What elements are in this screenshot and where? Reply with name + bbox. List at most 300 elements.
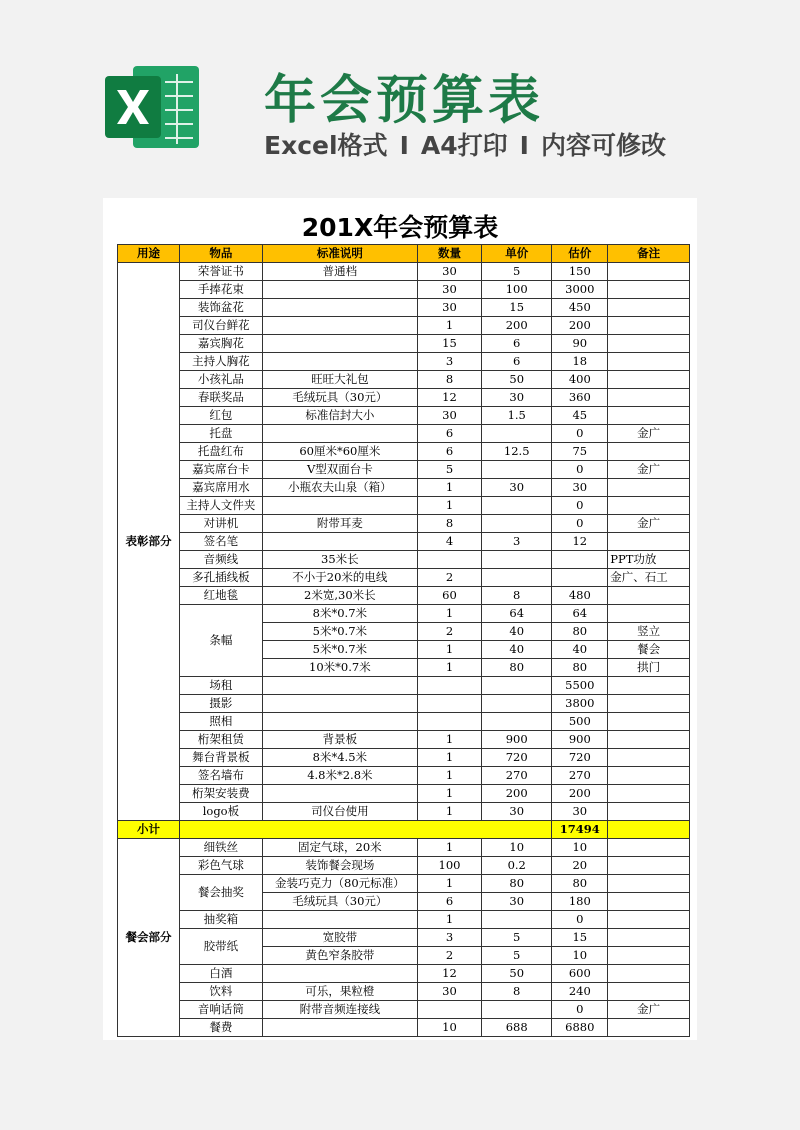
estimate-cell: 0 <box>552 911 608 929</box>
estimate-cell: 0 <box>552 461 608 479</box>
budget-table <box>117 244 690 1037</box>
qty-cell: 6 <box>417 443 481 461</box>
qty-cell <box>417 677 481 695</box>
price-cell: 8 <box>482 983 552 1001</box>
estimate-cell: 80 <box>552 623 608 641</box>
spec-cell <box>262 317 417 335</box>
table-row <box>118 479 690 497</box>
price-cell: 40 <box>482 641 552 659</box>
spec-cell: 5米*0.7米 <box>262 641 417 659</box>
spec-cell: 可乐，果粒橙 <box>262 983 417 1001</box>
spec-cell: 毛绒玩具（30元） <box>262 893 417 911</box>
note-cell: 金广 <box>608 515 690 533</box>
price-cell: 15 <box>482 299 552 317</box>
estimate-cell: 0 <box>552 515 608 533</box>
note-cell <box>608 785 690 803</box>
spec-cell: V型双面台卡 <box>262 461 417 479</box>
spec-cell: 5米*0.7米 <box>262 623 417 641</box>
qty-cell: 10 <box>417 1019 481 1037</box>
estimate-cell: 15 <box>552 929 608 947</box>
spec-cell: 8米*0.7米 <box>262 605 417 623</box>
qty-cell: 12 <box>417 965 481 983</box>
subtitle-format: Excel格式 <box>264 131 388 160</box>
item-cell: 场租 <box>180 677 263 695</box>
estimate-cell: 450 <box>552 299 608 317</box>
item-cell: 主持人胸花 <box>180 353 263 371</box>
price-cell: 6 <box>482 335 552 353</box>
item-cell: 对讲机 <box>180 515 263 533</box>
column-header: 物品 <box>180 245 263 263</box>
item-cell: 舞台背景板 <box>180 749 263 767</box>
qty-cell <box>417 1001 481 1019</box>
price-cell: 30 <box>482 479 552 497</box>
qty-cell: 2 <box>417 569 481 587</box>
estimate-cell: 30 <box>552 803 608 821</box>
column-header: 单价 <box>482 245 552 263</box>
price-cell: 5 <box>482 947 552 965</box>
estimate-cell: 45 <box>552 407 608 425</box>
qty-cell: 2 <box>417 623 481 641</box>
estimate-cell: 3800 <box>552 695 608 713</box>
table-row <box>118 371 690 389</box>
table-row <box>118 263 690 281</box>
price-cell: 0.2 <box>482 857 552 875</box>
item-cell: 音频线 <box>180 551 263 569</box>
item-cell: 托盘 <box>180 425 263 443</box>
qty-cell: 100 <box>417 857 481 875</box>
category-cell: 餐会部分 <box>118 839 180 1037</box>
estimate-cell: 6880 <box>552 1019 608 1037</box>
note-cell <box>608 353 690 371</box>
table-row <box>118 965 690 983</box>
note-cell <box>608 587 690 605</box>
estimate-cell: 40 <box>552 641 608 659</box>
qty-cell: 1 <box>417 911 481 929</box>
estimate-cell: 18 <box>552 353 608 371</box>
qty-cell: 1 <box>417 731 481 749</box>
qty-cell: 4 <box>417 533 481 551</box>
price-cell: 30 <box>482 893 552 911</box>
price-cell: 3 <box>482 533 552 551</box>
estimate-cell: 0 <box>552 1001 608 1019</box>
item-cell: 白酒 <box>180 965 263 983</box>
price-cell: 6 <box>482 353 552 371</box>
note-cell <box>608 677 690 695</box>
note-cell <box>608 911 690 929</box>
column-header: 备注 <box>608 245 690 263</box>
spec-cell: 不小于20米的电线 <box>262 569 417 587</box>
separator: I <box>399 131 409 160</box>
qty-cell: 30 <box>417 407 481 425</box>
table-row <box>118 749 690 767</box>
spec-cell: 35米长 <box>262 551 417 569</box>
note-cell: PPT功放 <box>608 551 690 569</box>
estimate-cell: 12 <box>552 533 608 551</box>
spec-cell <box>262 911 417 929</box>
table-row <box>118 587 690 605</box>
spec-cell: 10米*0.7米 <box>262 659 417 677</box>
qty-cell: 1 <box>417 803 481 821</box>
item-cell: 多孔插线板 <box>180 569 263 587</box>
spec-cell <box>262 281 417 299</box>
table-row <box>118 857 690 875</box>
note-cell <box>608 605 690 623</box>
table-row <box>118 785 690 803</box>
note-cell: 竖立 <box>608 623 690 641</box>
price-cell: 12.5 <box>482 443 552 461</box>
note-cell <box>608 947 690 965</box>
qty-cell: 8 <box>417 515 481 533</box>
table-header-row <box>118 245 690 263</box>
note-cell <box>608 407 690 425</box>
item-cell: 红包 <box>180 407 263 425</box>
estimate-cell: 20 <box>552 857 608 875</box>
table-row <box>118 443 690 461</box>
note-cell <box>608 767 690 785</box>
estimate-cell: 0 <box>552 497 608 515</box>
estimate-cell: 360 <box>552 389 608 407</box>
table-row <box>118 677 690 695</box>
item-cell: 签名笔 <box>180 533 263 551</box>
estimate-cell: 270 <box>552 767 608 785</box>
qty-cell: 30 <box>417 263 481 281</box>
separator: I <box>519 131 529 160</box>
spec-cell: 黄色窄条胶带 <box>262 947 417 965</box>
price-cell: 30 <box>482 389 552 407</box>
qty-cell: 12 <box>417 389 481 407</box>
note-cell <box>608 965 690 983</box>
item-cell: 餐会抽奖 <box>180 875 263 911</box>
qty-cell: 1 <box>417 839 481 857</box>
table-row <box>118 713 690 731</box>
note-cell <box>608 929 690 947</box>
spec-cell <box>262 533 417 551</box>
item-cell: 胶带纸 <box>180 929 263 965</box>
estimate-cell: 5500 <box>552 677 608 695</box>
column-header: 估价 <box>552 245 608 263</box>
subtotal-blank <box>180 821 552 839</box>
table-row <box>118 605 690 623</box>
qty-cell <box>417 713 481 731</box>
item-cell: 小孩礼品 <box>180 371 263 389</box>
spec-cell: 附带音频连接线 <box>262 1001 417 1019</box>
item-cell: logo板 <box>180 803 263 821</box>
note-cell <box>608 263 690 281</box>
subtitle-print: A4打印 <box>420 131 508 160</box>
estimate-cell: 75 <box>552 443 608 461</box>
table-row <box>118 551 690 569</box>
spec-cell <box>262 695 417 713</box>
estimate-cell: 0 <box>552 425 608 443</box>
price-cell: 80 <box>482 875 552 893</box>
item-cell: 托盘红布 <box>180 443 263 461</box>
price-cell: 200 <box>482 785 552 803</box>
qty-cell: 1 <box>417 605 481 623</box>
category-cell: 表彰部分 <box>118 263 180 821</box>
spec-cell <box>262 299 417 317</box>
price-cell <box>482 713 552 731</box>
qty-cell: 2 <box>417 947 481 965</box>
item-cell: 条幅 <box>180 605 263 677</box>
price-cell: 50 <box>482 371 552 389</box>
item-cell: 嘉宾席台卡 <box>180 461 263 479</box>
spec-cell: 毛绒玩具（30元） <box>262 389 417 407</box>
item-cell: 音响话筒 <box>180 1001 263 1019</box>
spec-cell <box>262 425 417 443</box>
spec-cell: 4.8米*2.8米 <box>262 767 417 785</box>
estimate-cell: 600 <box>552 965 608 983</box>
table-row <box>118 389 690 407</box>
qty-cell: 3 <box>417 929 481 947</box>
item-cell: 签名墙布 <box>180 767 263 785</box>
spec-cell <box>262 713 417 731</box>
note-cell: 金广、石工 <box>608 569 690 587</box>
spec-cell: 8米*4.5米 <box>262 749 417 767</box>
qty-cell: 1 <box>417 659 481 677</box>
table-row <box>118 731 690 749</box>
price-cell <box>482 695 552 713</box>
qty-cell: 1 <box>417 749 481 767</box>
spec-cell: 背景板 <box>262 731 417 749</box>
item-cell: 餐费 <box>180 1019 263 1037</box>
note-cell <box>608 749 690 767</box>
note-cell <box>608 479 690 497</box>
note-cell <box>608 857 690 875</box>
note-cell: 金广 <box>608 425 690 443</box>
price-cell <box>482 515 552 533</box>
price-cell: 270 <box>482 767 552 785</box>
estimate-cell: 80 <box>552 875 608 893</box>
item-cell: 手捧花束 <box>180 281 263 299</box>
estimate-cell: 150 <box>552 263 608 281</box>
table-row <box>118 461 690 479</box>
price-cell: 30 <box>482 803 552 821</box>
qty-cell <box>417 551 481 569</box>
table-row <box>118 281 690 299</box>
note-cell <box>608 713 690 731</box>
estimate-cell: 900 <box>552 731 608 749</box>
column-header: 标准说明 <box>262 245 417 263</box>
price-cell: 80 <box>482 659 552 677</box>
item-cell: 细铁丝 <box>180 839 263 857</box>
spec-cell: 60厘米*60厘米 <box>262 443 417 461</box>
qty-cell: 1 <box>417 785 481 803</box>
price-cell: 688 <box>482 1019 552 1037</box>
qty-cell: 30 <box>417 281 481 299</box>
estimate-cell: 500 <box>552 713 608 731</box>
spec-cell: 固定气球，20米 <box>262 839 417 857</box>
item-cell: 主持人文件夹 <box>180 497 263 515</box>
spec-cell: 宽胶带 <box>262 929 417 947</box>
qty-cell: 6 <box>417 893 481 911</box>
spec-cell <box>262 335 417 353</box>
note-cell <box>608 803 690 821</box>
table-row <box>118 335 690 353</box>
excel-logo-icon <box>103 60 203 154</box>
note-cell <box>608 443 690 461</box>
table-body <box>118 263 690 1037</box>
item-cell: 摄影 <box>180 695 263 713</box>
estimate-cell: 240 <box>552 983 608 1001</box>
item-cell: 照相 <box>180 713 263 731</box>
price-cell: 900 <box>482 731 552 749</box>
table-row <box>118 983 690 1001</box>
price-cell <box>482 569 552 587</box>
estimate-cell: 80 <box>552 659 608 677</box>
spec-cell: 标准信封大小 <box>262 407 417 425</box>
table-row <box>118 911 690 929</box>
table-row <box>118 317 690 335</box>
spec-cell <box>262 677 417 695</box>
spec-cell: 普通档 <box>262 263 417 281</box>
estimate-cell: 30 <box>552 479 608 497</box>
budget-sheet <box>103 198 697 1040</box>
item-cell: 司仪台鲜花 <box>180 317 263 335</box>
item-cell: 荣誉证书 <box>180 263 263 281</box>
table-row <box>118 353 690 371</box>
price-cell: 5 <box>482 929 552 947</box>
table-row <box>118 1001 690 1019</box>
item-cell: 饮料 <box>180 983 263 1001</box>
price-cell: 10 <box>482 839 552 857</box>
note-cell <box>608 731 690 749</box>
price-cell <box>482 677 552 695</box>
price-cell <box>482 1001 552 1019</box>
note-cell: 拱门 <box>608 659 690 677</box>
estimate-cell: 3000 <box>552 281 608 299</box>
note-cell <box>608 533 690 551</box>
price-cell: 720 <box>482 749 552 767</box>
item-cell: 红地毯 <box>180 587 263 605</box>
table-row <box>118 299 690 317</box>
hero-subtitle <box>264 126 666 162</box>
qty-cell: 30 <box>417 983 481 1001</box>
subtotal-label: 小计 <box>118 821 180 839</box>
price-cell <box>482 461 552 479</box>
price-cell: 8 <box>482 587 552 605</box>
spec-cell: 司仪台使用 <box>262 803 417 821</box>
note-cell: 餐会 <box>608 641 690 659</box>
item-cell: 彩色气球 <box>180 857 263 875</box>
qty-cell <box>417 695 481 713</box>
table-row <box>118 1019 690 1037</box>
estimate-cell <box>552 551 608 569</box>
estimate-cell <box>552 569 608 587</box>
price-cell: 1.5 <box>482 407 552 425</box>
spec-cell <box>262 353 417 371</box>
note-cell <box>608 389 690 407</box>
table-row <box>118 767 690 785</box>
spec-cell <box>262 497 417 515</box>
table-row <box>118 407 690 425</box>
spec-cell <box>262 1019 417 1037</box>
spec-cell: 金装巧克力（80元标准） <box>262 875 417 893</box>
column-header: 用途 <box>118 245 180 263</box>
spec-cell: 附带耳麦 <box>262 515 417 533</box>
qty-cell: 3 <box>417 353 481 371</box>
note-cell <box>608 371 690 389</box>
table-row <box>118 929 690 947</box>
spec-cell: 旺旺大礼包 <box>262 371 417 389</box>
item-cell: 装饰盆花 <box>180 299 263 317</box>
item-cell: 嘉宾胸花 <box>180 335 263 353</box>
qty-cell: 15 <box>417 335 481 353</box>
note-cell <box>608 317 690 335</box>
note-cell <box>608 893 690 911</box>
item-cell: 桁架安装费 <box>180 785 263 803</box>
subtitle-editable: 内容可修改 <box>540 131 666 160</box>
note-cell <box>608 695 690 713</box>
note-cell <box>608 839 690 857</box>
spec-cell: 2米宽,30米长 <box>262 587 417 605</box>
item-cell: 春联奖品 <box>180 389 263 407</box>
qty-cell: 30 <box>417 299 481 317</box>
price-cell: 64 <box>482 605 552 623</box>
price-cell <box>482 425 552 443</box>
estimate-cell: 200 <box>552 317 608 335</box>
price-cell: 100 <box>482 281 552 299</box>
estimate-cell: 480 <box>552 587 608 605</box>
qty-cell: 1 <box>417 641 481 659</box>
item-cell: 嘉宾席用水 <box>180 479 263 497</box>
spec-cell: 小瓶农夫山泉（箱） <box>262 479 417 497</box>
note-cell <box>608 983 690 1001</box>
qty-cell: 1 <box>417 767 481 785</box>
note-cell <box>608 497 690 515</box>
qty-cell: 1 <box>417 317 481 335</box>
price-cell: 5 <box>482 263 552 281</box>
qty-cell: 1 <box>417 479 481 497</box>
qty-cell: 8 <box>417 371 481 389</box>
subtotal-value: 17494 <box>552 821 608 839</box>
column-header: 数量 <box>417 245 481 263</box>
estimate-cell: 400 <box>552 371 608 389</box>
hero-title: 年会预算表 <box>264 71 545 131</box>
estimate-cell: 10 <box>552 947 608 965</box>
table-row <box>118 515 690 533</box>
price-cell: 40 <box>482 623 552 641</box>
table-row <box>118 695 690 713</box>
table-row <box>118 875 690 893</box>
estimate-cell: 180 <box>552 893 608 911</box>
note-cell <box>608 875 690 893</box>
price-cell <box>482 911 552 929</box>
spec-cell <box>262 785 417 803</box>
note-cell <box>608 299 690 317</box>
estimate-cell: 10 <box>552 839 608 857</box>
qty-cell: 6 <box>417 425 481 443</box>
sheet-title: 201X年会预算表 <box>301 213 499 242</box>
note-cell <box>608 281 690 299</box>
spec-cell: 装饰餐会现场 <box>262 857 417 875</box>
table-row <box>118 839 690 857</box>
note-cell <box>608 335 690 353</box>
spec-cell <box>262 965 417 983</box>
table-row <box>118 533 690 551</box>
table-row <box>118 803 690 821</box>
qty-cell: 5 <box>417 461 481 479</box>
table-row <box>118 425 690 443</box>
price-cell <box>482 551 552 569</box>
table-row <box>118 569 690 587</box>
estimate-cell: 720 <box>552 749 608 767</box>
subtotal-row <box>118 821 690 839</box>
note-cell <box>608 1019 690 1037</box>
table-row <box>118 497 690 515</box>
qty-cell: 1 <box>417 875 481 893</box>
note-cell: 金广 <box>608 1001 690 1019</box>
note-cell: 金广 <box>608 461 690 479</box>
